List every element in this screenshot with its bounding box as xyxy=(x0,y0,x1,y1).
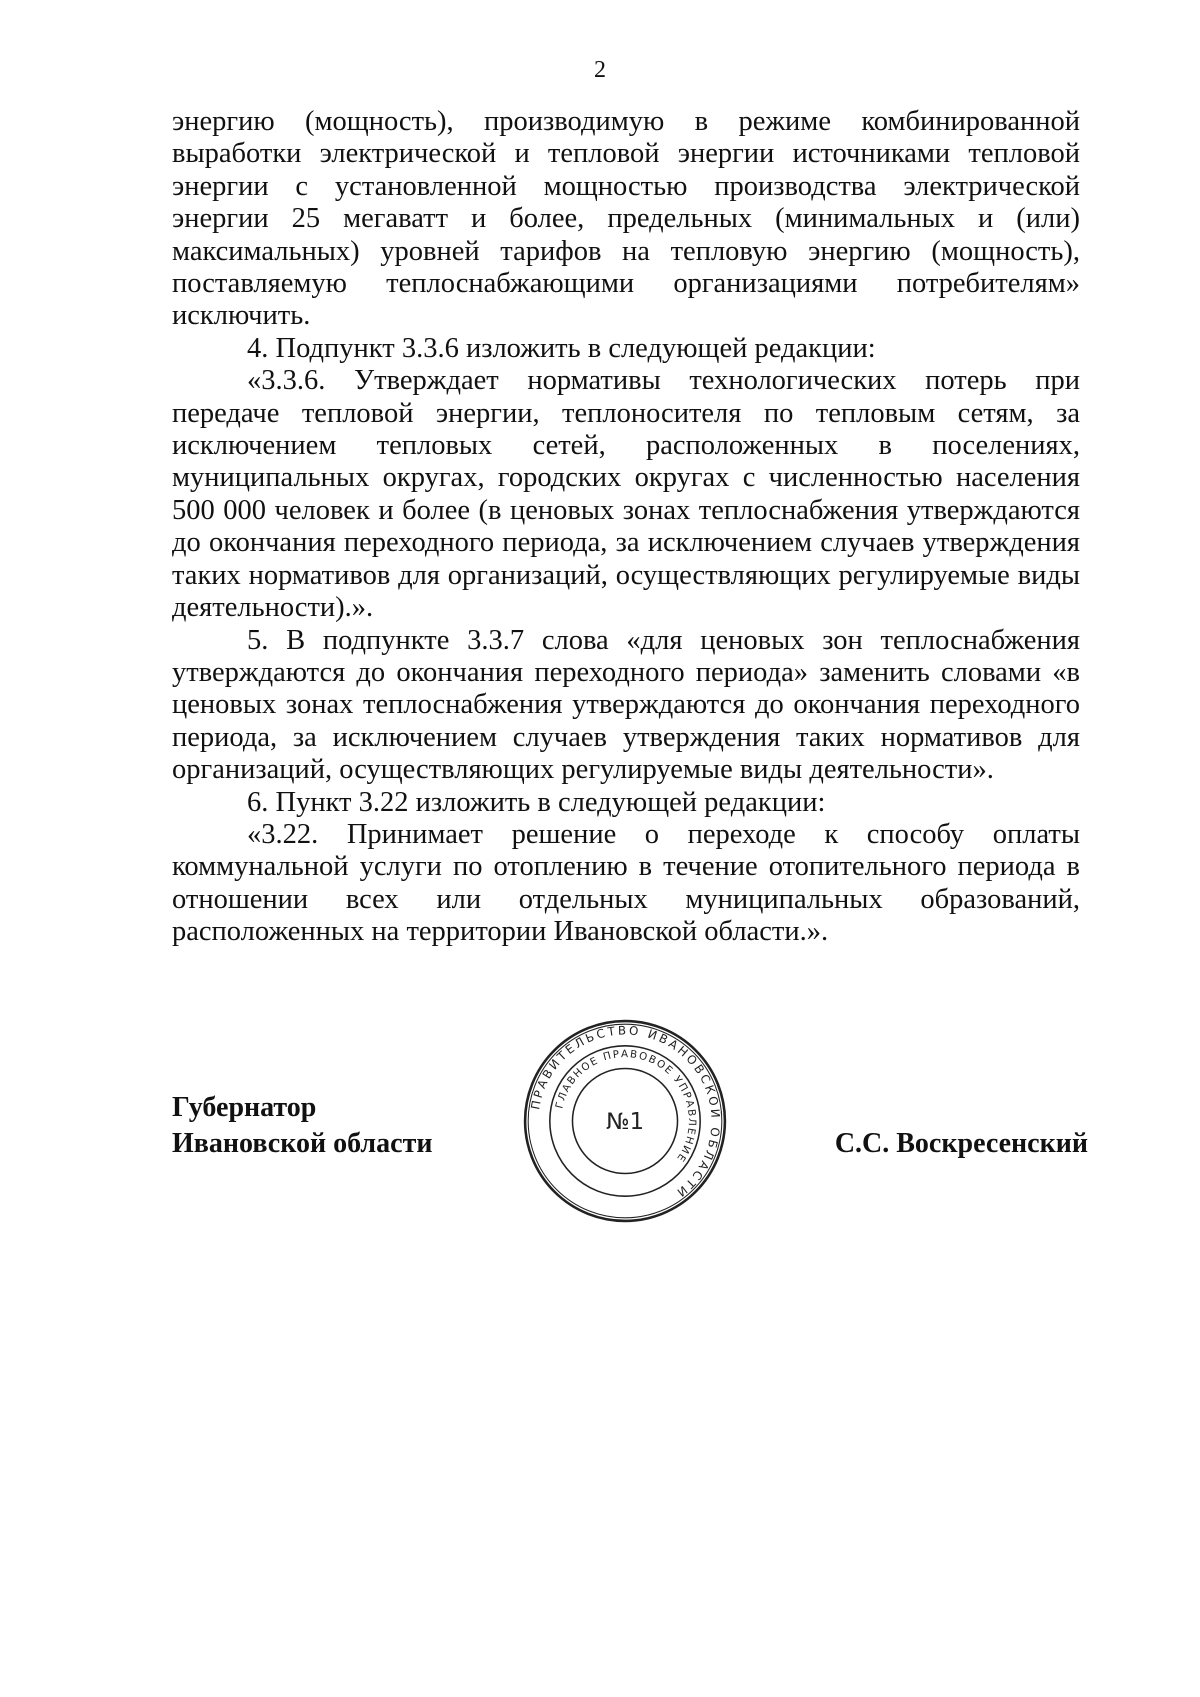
paragraph-3-3-6: «3.3.6. Утверждает нормативы технологических потерь при передаче тепловой энергии, теплоносителя по тепловым сетям, за исключением тепловых сетей, расположенных в поселениях, муниципальных округах, городских округах с численностью населения 500 000 человек и более (в ценовых зонах теплоснабжения утверждаются до окончания переходного периода, за исключением случаев утверждения таких нормативов для организаций, осуществляющих регулируемые виды деятельности).». xyxy=(172,365,1080,624)
paragraph-item-6: 6. Пункт 3.22 изложить в следующей редакции: xyxy=(247,786,826,818)
paragraph-3-22: «3.22. Принимает решение о переходе к способу оплаты коммунальной услуги по отоплению в течение отопительного периода в отношении всех или отдельных муниципальных образований, расположенных на территории Ивановской области.». xyxy=(172,818,1080,948)
signatory-name: С.С. Воскресенский xyxy=(834,1128,1088,1159)
signatory-title xyxy=(172,1090,432,1162)
paragraph-continuation: энергию (мощность), производимую в режиме комбинированной выработки электрической и тепловой энергии источниками тепловой энергии с установленной мощностью производства электрической энергии 25 мегаватт и более, предельных (минимальных и (или) максимальных) уровней тарифов на тепловую энергию (мощность), поставляемую теплоснабжающими организациями потребителям» исключить. xyxy=(172,106,1080,332)
document-body xyxy=(172,106,1080,949)
signatory-title-line-1: Губернатор xyxy=(172,1092,317,1123)
seal-outer-text: ПРАВИТЕЛЬСТВО ИВАНОВСКОЙ ОБЛАСТИ xyxy=(528,1023,723,1202)
paragraph-item-5: 5. В подпункте 3.3.7 слова «для ценовых зон теплоснабжения утверждаются до окончания переходного периода» заменить словами «в ценовых зонах теплоснабжения утверждаются до окончания переходного периода, за исключением случаев утверждения таких нормативов для организаций, осуществляющих регулируемые виды деятельности». xyxy=(172,624,1080,786)
seal-inner-text: ГЛАВНОЕ ПРАВОВОЕ УПРАВЛЕНИЕ xyxy=(553,1048,698,1165)
official-seal xyxy=(522,1018,728,1224)
paragraph-item-4: 4. Подпункт 3.3.6 изложить в следующей редакции: xyxy=(247,332,876,364)
page-number: 2 xyxy=(594,57,606,83)
seal-number: №1 xyxy=(606,1109,644,1136)
signatory-title-line-2: Ивановской области xyxy=(172,1128,433,1159)
